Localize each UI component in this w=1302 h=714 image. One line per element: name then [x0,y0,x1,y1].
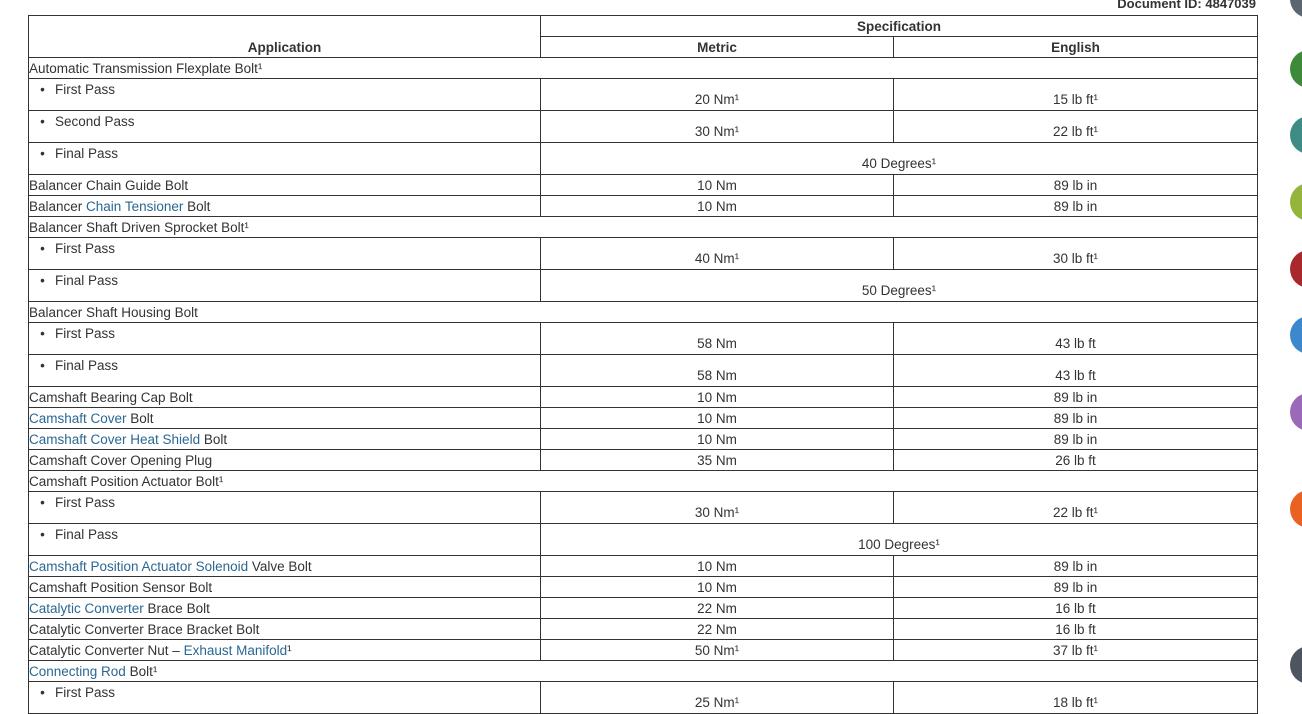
application-text: Camshaft Position Sensor Bolt [29,579,213,595]
application-text: Brace Bolt [143,600,210,616]
bullet-icon: • [40,495,45,510]
application-text: Final Pass [55,527,119,542]
application-cell [29,556,541,577]
application-text: Camshaft Bearing Cap Bolt [29,389,193,405]
table-row [29,450,1258,471]
english-value: 18 lb ft¹ [894,682,1258,714]
application-link[interactable]: Connecting Rod [29,663,126,679]
application-text: Camshaft Cover Opening Plug [29,452,213,468]
application-text: Valve Bolt [248,558,312,574]
english-value: 37 lb ft¹ [894,640,1258,661]
application-cell [29,640,541,661]
metric-value: 10 Nm [541,408,894,429]
application-link[interactable]: Chain Tensioner [86,198,184,214]
application-cell [29,355,541,387]
sidebar-dot-button[interactable] [1290,116,1302,154]
spec-degrees-cell: 100 Degrees¹ [541,524,1258,556]
header-application: Application [29,16,541,58]
application-text: Final Pass [55,146,119,161]
application-cell [29,323,541,355]
english-value: 89 lb in [894,577,1258,598]
bullet-icon: • [40,146,45,161]
application-text: First Pass [55,241,116,256]
application-cell [29,387,541,408]
english-value: 89 lb in [894,408,1258,429]
sub-row [29,238,1258,270]
application-cell [29,429,541,450]
english-value: 26 lb ft [894,450,1258,471]
sub-row [29,355,1258,387]
application-cell [29,661,1258,682]
english-value: 89 lb in [894,556,1258,577]
english-value: 15 lb ft¹ [894,79,1258,111]
application-cell [29,111,541,143]
group-row [29,217,1258,238]
metric-value: 10 Nm [541,175,894,196]
application-cell [29,619,541,640]
english-value: 30 lb ft¹ [894,238,1258,270]
application-text: Bolt [183,198,211,214]
table-row [29,408,1258,429]
table-row [29,598,1258,619]
application-text: Catalytic Converter Nut – [29,642,184,658]
english-value: 16 lb ft [894,619,1258,640]
document-id: Document ID: 4847039 [1117,0,1256,11]
application-text: Bolt [200,431,228,447]
application-text: Bolt [126,410,154,426]
metric-value: 50 Nm¹ [541,640,894,661]
application-link[interactable]: Camshaft Cover [29,410,127,426]
bullet-icon: • [40,114,45,129]
header-metric: Metric [541,37,894,58]
metric-value: 10 Nm [541,556,894,577]
sub-row [29,524,1258,556]
application-cell [29,450,541,471]
metric-value: 58 Nm [541,323,894,355]
application-cell [29,492,541,524]
application-text: Final Pass [55,358,119,373]
sidebar-dot-button[interactable] [1290,316,1302,354]
table-row [29,577,1258,598]
application-text: Bolt¹ [125,663,158,679]
bullet-icon: • [40,358,45,373]
table-row [29,175,1258,196]
bullet-icon: • [40,527,45,542]
application-cell [29,196,541,217]
application-text: Camshaft Position Actuator Bolt¹ [29,473,224,489]
metric-value: 10 Nm [541,387,894,408]
sub-row [29,143,1258,175]
sub-row [29,79,1258,111]
metric-value: 30 Nm¹ [541,111,894,143]
table-row [29,196,1258,217]
metric-value: 10 Nm [541,577,894,598]
english-value: 16 lb ft [894,598,1258,619]
bullet-icon: • [40,685,45,700]
table-row [29,640,1258,661]
sub-row [29,270,1258,302]
sub-row [29,323,1258,355]
sidebar-dot-button[interactable] [1290,250,1302,288]
application-text: First Pass [55,495,116,510]
application-cell [29,524,541,556]
application-text: Balancer [29,198,87,214]
sidebar-dot-button[interactable] [1290,183,1302,221]
english-value: 89 lb in [894,387,1258,408]
header-english: English [894,37,1258,58]
application-text: Automatic Transmission Flexplate Bolt¹ [29,60,263,76]
sub-row [29,111,1258,143]
sidebar-dot-button[interactable] [1290,393,1302,431]
torque-spec-table [28,15,1258,714]
application-cell [29,577,541,598]
application-text: Balancer Chain Guide Bolt [29,177,189,193]
application-text: First Pass [55,82,116,97]
application-cell [29,598,541,619]
metric-value: 58 Nm [541,355,894,387]
bullet-icon: • [40,82,45,97]
table-row [29,387,1258,408]
application-cell [29,408,541,429]
bullet-icon: • [40,273,45,288]
sidebar-dot-button[interactable] [1290,0,1302,18]
application-text: Catalytic Converter Brace Bracket Bolt [29,621,260,637]
application-cell [29,302,1258,323]
metric-value: 35 Nm [541,450,894,471]
application-link[interactable]: Camshaft Position Actuator Solenoid [29,558,249,574]
english-value: 89 lb in [894,175,1258,196]
english-value: 43 lb ft [894,355,1258,387]
metric-value: 10 Nm [541,429,894,450]
bullet-icon: • [40,326,45,341]
table-row [29,619,1258,640]
application-text: First Pass [55,685,116,700]
table-row [29,556,1258,577]
application-text: Balancer Shaft Driven Sprocket Bolt¹ [29,219,249,235]
table-row [29,429,1258,450]
application-text: First Pass [55,326,116,341]
sub-row [29,682,1258,714]
spec-degrees-cell: 40 Degrees¹ [541,143,1258,175]
table-body [29,58,1258,714]
application-text: Second Pass [55,114,135,129]
metric-value: 25 Nm¹ [541,682,894,714]
application-link[interactable]: Camshaft Cover Heat Shield [29,431,201,447]
application-link[interactable]: Catalytic Converter [29,600,144,616]
color-dot-sidebar [1290,0,1302,705]
application-cell [29,58,1258,79]
application-link[interactable]: Exhaust Manifold [183,642,288,658]
application-text: Final Pass [55,273,119,288]
sidebar-dot-button[interactable] [1290,490,1302,528]
metric-value: 30 Nm¹ [541,492,894,524]
sidebar-dot-button[interactable] [1290,50,1302,88]
application-cell [29,175,541,196]
application-text: ¹ [287,642,292,658]
application-cell [29,217,1258,238]
english-value: 22 lb ft¹ [894,111,1258,143]
application-cell [29,270,541,302]
english-value: 89 lb in [894,196,1258,217]
metric-value: 20 Nm¹ [541,79,894,111]
spec-degrees-cell: 50 Degrees¹ [541,270,1258,302]
application-cell [29,143,541,175]
sub-row [29,492,1258,524]
group-row [29,471,1258,492]
application-cell [29,682,541,714]
application-cell [29,471,1258,492]
english-value: 43 lb ft [894,323,1258,355]
bullet-icon: • [40,241,45,256]
sidebar-dot-button[interactable] [1290,646,1302,684]
english-value: 22 lb ft¹ [894,492,1258,524]
group-row [29,661,1258,682]
metric-value: 40 Nm¹ [541,238,894,270]
metric-value: 22 Nm [541,619,894,640]
metric-value: 22 Nm [541,598,894,619]
application-cell [29,238,541,270]
english-value: 89 lb in [894,429,1258,450]
application-text: Balancer Shaft Housing Bolt [29,304,198,320]
header-specification: Specification [541,16,1258,37]
group-row [29,58,1258,79]
application-cell [29,79,541,111]
metric-value: 10 Nm [541,196,894,217]
group-row [29,302,1258,323]
